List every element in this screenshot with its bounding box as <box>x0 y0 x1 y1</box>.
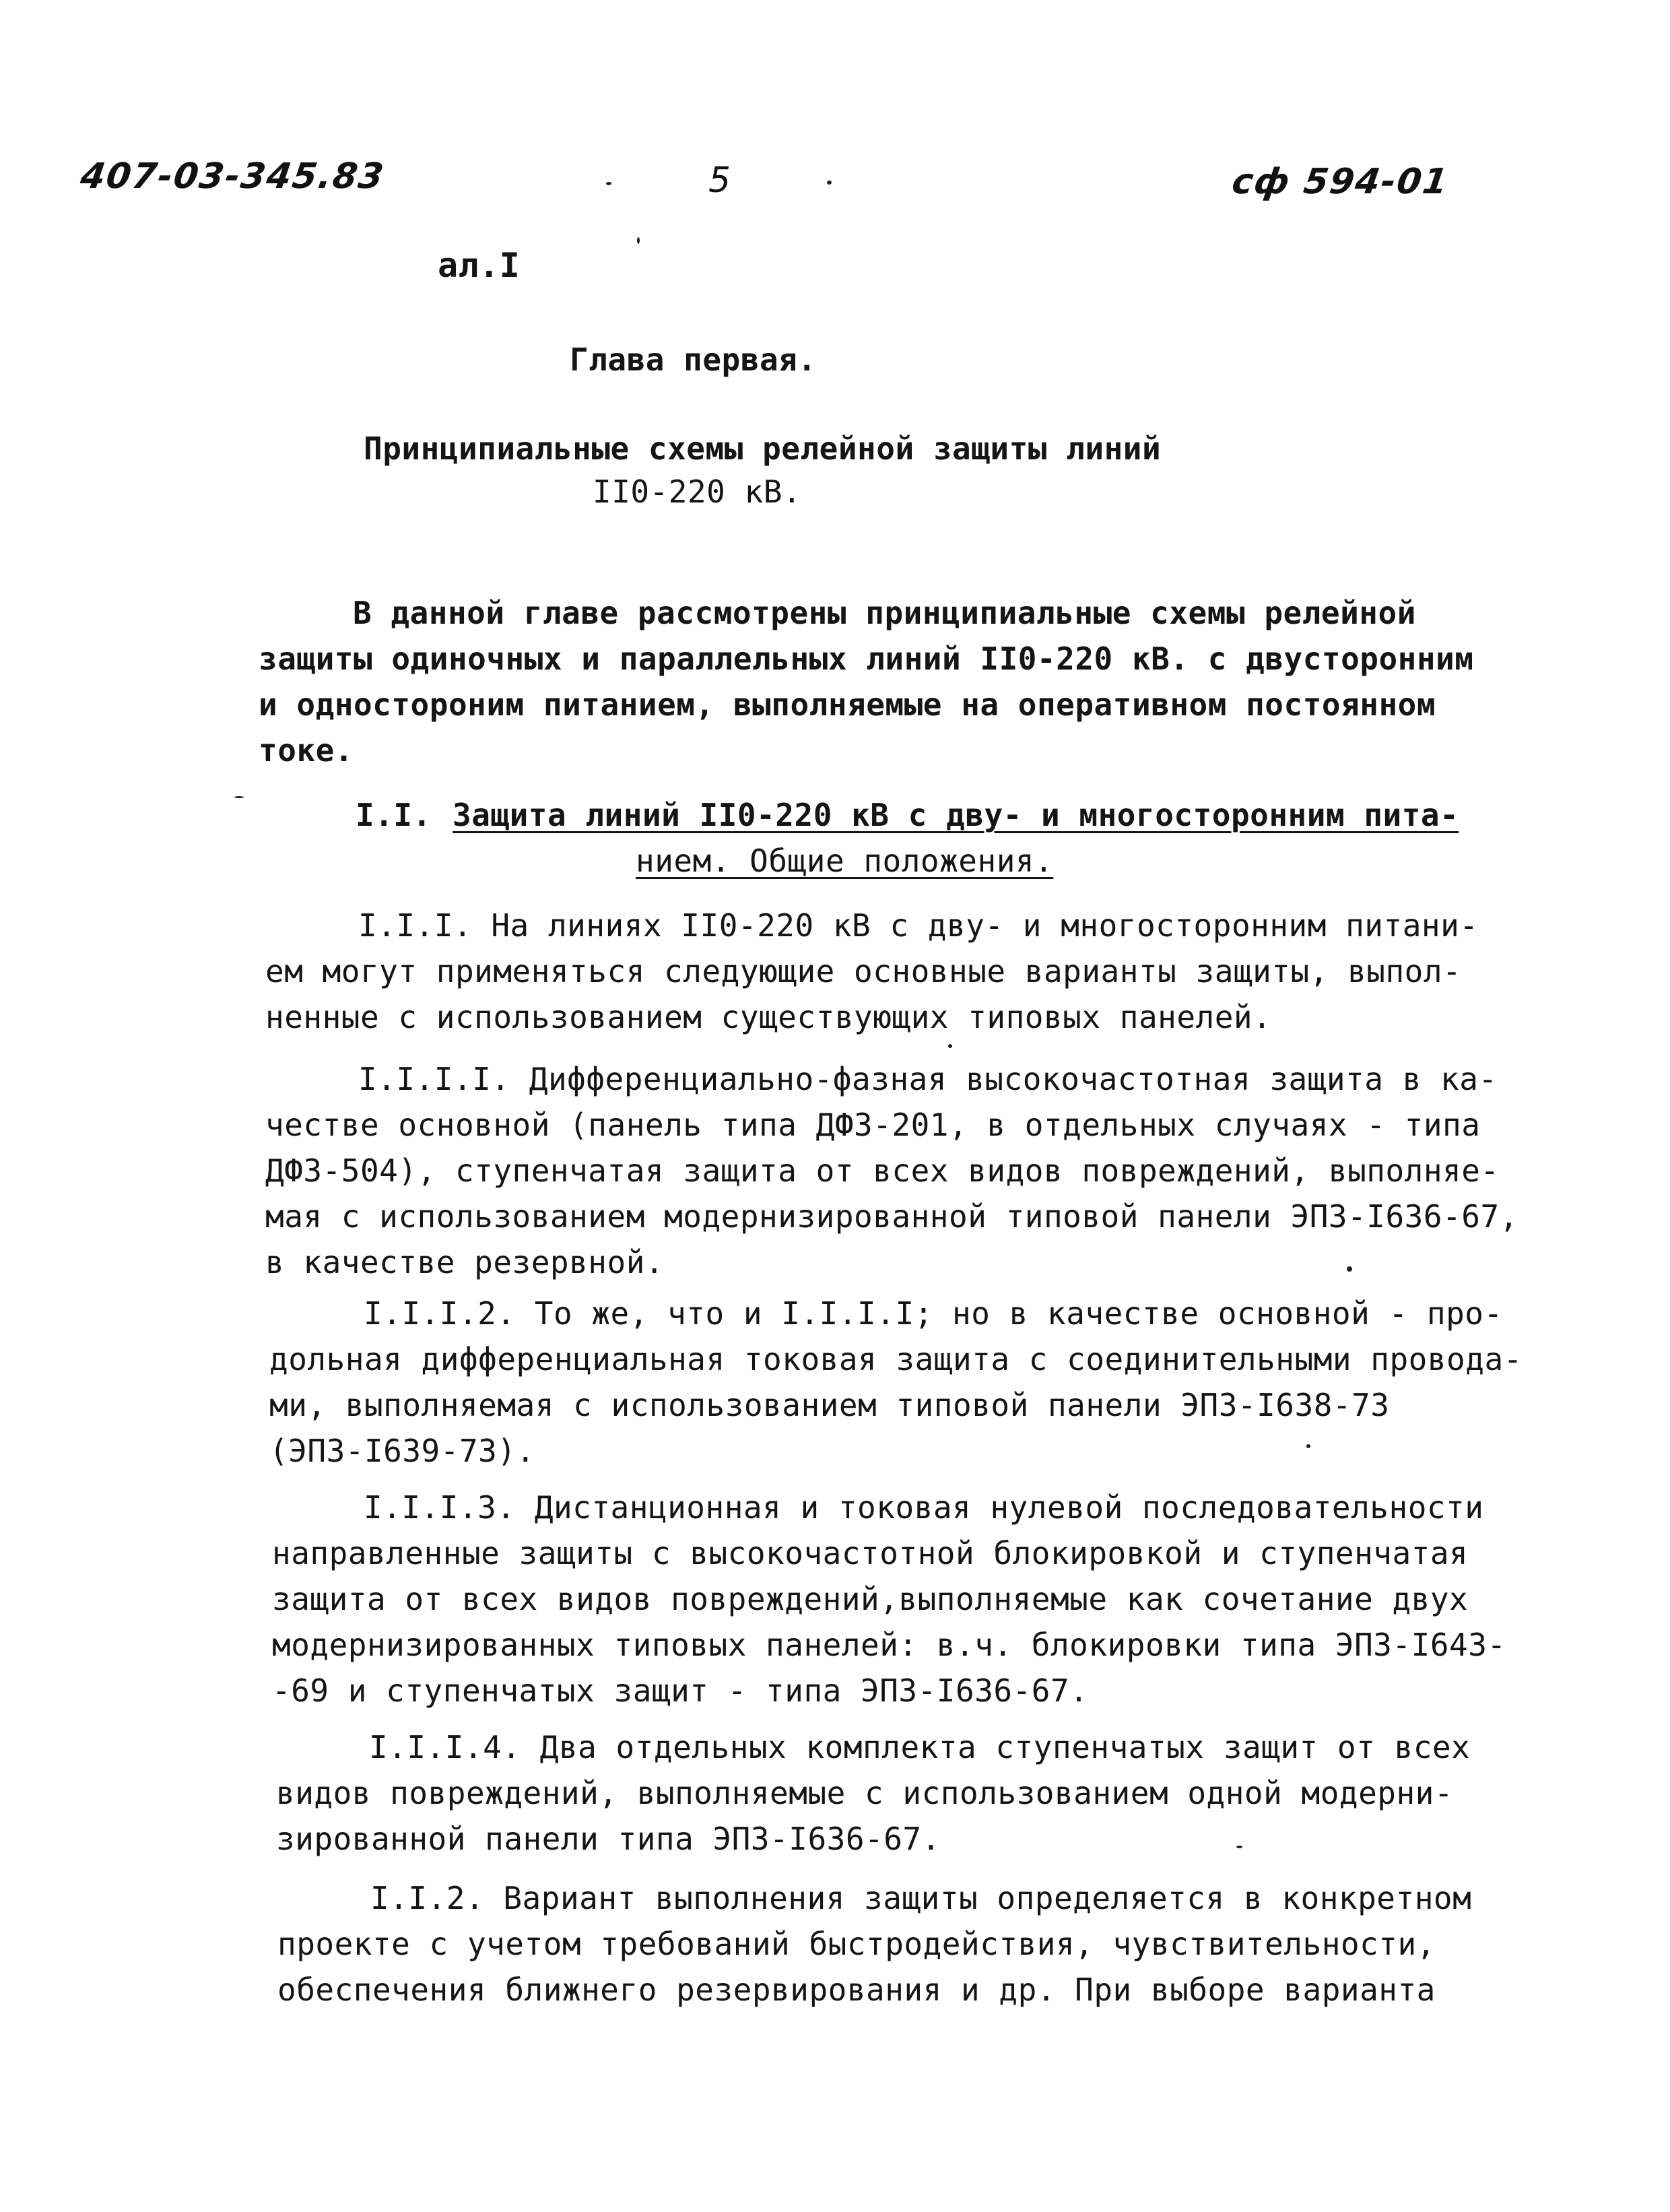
chapter-subtitle-line-1: Принципиальные схемы релейной защиты линий <box>364 430 1162 467</box>
para-1-1-1-3-line-5: -69 и ступенчатых защит - типа ЭПЗ-I636-67. <box>272 1672 1089 1709</box>
sheet-code-handwritten: сф 594-01 <box>1229 162 1452 202</box>
para-1-1-1-4-line-3: зированной панели типа ЭПЗ-I636-67. <box>276 1821 941 1857</box>
chapter-title: Глава первая. <box>570 341 817 378</box>
para-1-1-1-2-line-2: дольная дифференциальная токовая защита с соединительными провода- <box>269 1341 1523 1377</box>
para-1-1-2-line-1: I.I.2. Вариант выполнения защиты определяется в конкретном <box>370 1880 1472 1916</box>
para-1-1-1-4-line-2: видов повреждений, выполняемые с использованием одной модерни- <box>276 1775 1454 1811</box>
para-1-1-1-2-line-4: (ЭПЗ-I639-73). <box>269 1433 535 1469</box>
sheet-label: ал.I <box>438 246 521 285</box>
section-title-line-1: Защита линий II0-220 кВ с дву- и многосторонним пита- <box>453 797 1459 833</box>
document-code-handwritten: 407-03-345.83 <box>77 156 387 197</box>
para-1-1-1-1-line-2: честве основной (панель типа ДФЗ-201, в отдельных случаях - типа <box>265 1107 1481 1143</box>
scan-speck <box>827 181 832 185</box>
page-number: 5 <box>708 160 731 201</box>
para-1-1-1-line-2: ем могут применяться следующие основные варианты защиты, выпол- <box>265 953 1462 989</box>
intro-line-4: токе. <box>259 732 354 769</box>
para-1-1-2-line-2: проекте с учетом требований быстродействия, чувствительности, <box>277 1926 1436 1962</box>
para-1-1-1-1-line-1: I.I.I.I. Дифференциально-фазная высокочастотная защита в ка- <box>358 1061 1498 1097</box>
para-1-1-1-1-line-3: ДФЗ-504), ступенчатая защита от всех видов повреждений, выполняе- <box>265 1152 1500 1189</box>
para-1-1-1-3-line-4: модернизированных типовых панелей: в.ч. блокировки типа ЭПЗ-I643- <box>272 1627 1506 1663</box>
para-1-1-1-4-line-1: I.I.I.4. Два отдельных комплекта ступенчатых защит от всех <box>369 1729 1471 1765</box>
section-number: I.I. <box>356 797 432 833</box>
scan-speck <box>1347 1266 1352 1272</box>
para-1-1-1-3-line-1: I.I.I.3. Дистанционная и токовая нулевой последовательности <box>364 1489 1484 1526</box>
para-1-1-1-line-3: ненные с использованием существующих типовых панелей. <box>265 999 1272 1035</box>
scan-speck <box>1236 1846 1242 1848</box>
para-1-1-1-3-line-2: направленные защиты с высокочастотной блокировкой и ступенчатая <box>272 1535 1469 1571</box>
scan-speck <box>1306 1444 1310 1448</box>
chapter-subtitle-line-2: II0-220 кВ. <box>593 474 802 510</box>
scan-speck <box>637 237 640 244</box>
para-1-1-1-2-line-1: I.I.I.2. То же, что и I.I.I.I; но в качестве основной - про- <box>364 1295 1503 1332</box>
para-1-1-1-2-line-3: ми, выполняемая с использованием типовой панели ЭПЗ-I638-73 <box>269 1387 1390 1423</box>
para-1-1-1-line-1: I.I.I. На линиях II0-220 кВ с дву- и многосторонним питани- <box>358 907 1479 944</box>
para-1-1-1-1-line-4: мая с использованием модернизированной типовой панели ЭПЗ-I636-67, <box>265 1198 1518 1235</box>
scan-speck <box>948 1044 952 1048</box>
intro-line-1: В данной главе рассмотрены принципиальные схемы релейной <box>353 595 1416 631</box>
scan-speck <box>606 182 611 185</box>
para-1-1-1-3-line-3: защита от всех видов повреждений,выполняемые как сочетание двух <box>272 1581 1469 1617</box>
para-1-1-2-line-3: обеспечения ближнего резервирования и др. При выборе варианта <box>277 1972 1436 2008</box>
scan-speck <box>234 796 244 798</box>
intro-line-2: защиты одиночных и параллельных линий II0-220 кВ. с двусторонним <box>259 641 1474 677</box>
para-1-1-1-1-line-5: в качестве резервной. <box>265 1244 665 1280</box>
intro-line-3: и одностороним питанием, выполняемые на оперативном постоянном <box>259 686 1436 723</box>
section-title-line-2: нием. Общие положения. <box>636 843 1054 879</box>
